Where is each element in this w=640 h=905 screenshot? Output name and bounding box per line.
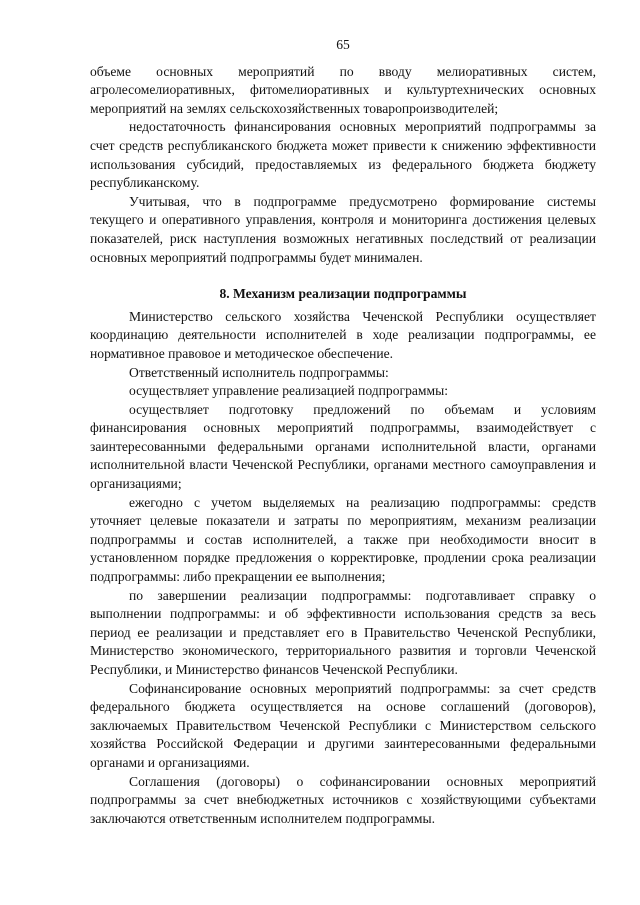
paragraph-completion-report: по завершении реализации подпрограммы: подготавливает справку о выполнении подпрограммы: и об эффективности использования средств за весь период ее реализации и представляет его в Правительство Чеченской Республики, Министерство экономического, территориального развития и торговли Чеченской Республики, и Министерство финансов Чеченской Республики. [90,587,596,677]
document-page [90,36,596,828]
paragraph-cofinancing-extrabudgetary: Соглашения (договоры) о софинансировании основных мероприятий подпрограммы за счет внебюджетных источников с хозяйствующими субъектами заключаются ответственным исполнителем подпрограммы. [90,773,596,826]
paragraph-cofinancing-federal: Софинансирование основных мероприятий подпрограммы: за счет средств федерального бюджета осуществляется на основе соглашений (договоров), заключаемых Правительством Чеченской Республики с Министерством сельского хозяйства Российской Федерации и другими заинтересованными федеральными органами и организациями. [90,680,596,770]
page-number: 65 [336,37,350,52]
paragraph-ministry-coordination: Министерство сельского хозяйства Чеченской Республики осуществляет координацию деятельности исполнителей в ходе реализации подпрограммы, ее нормативное правовое и методическое обеспечение. [90,308,596,361]
paragraph-management: осуществляет управление реализацией подпрограммы: [129,383,449,399]
paragraph-risk-conclusion: Учитывая, что в подпрограмме предусмотрено формирование системы текущего и оперативного управления, контроля и мониторинга достижения целевых показателей, риск наступления возможных негативных последствий от реализации основных мероприятий подпрограммы будет минимален. [90,193,596,265]
section-heading: 8. Механизм реализации подпрограммы [219,286,467,302]
paragraph-financing-risk: недостаточность финансирования основных мероприятий подпрограммы за счет средств республиканского бюджета может привести к снижению эффективности использования субсидий, предоставляемых из федерального бюджета бюджету республиканскому. [90,119,596,191]
paragraph-annual-update: ежегодно с учетом выделяемых на реализацию подпрограммы: средств уточняет целевые показатели и затраты по мероприятиям, механизм реализации подпрограммы и состав исполнителей, а также при необходимости вносит в установленном порядке предложения о корректировке, продлении срока реализации подпрограммы: либо прекращении ее выполнения; [90,494,596,585]
paragraph-responsible-executor: Ответственный исполнитель подпрограммы: [129,364,389,380]
paragraph-continuation: объеме основных мероприятий по вводу мелиоративных систем, агролесомелиоративных, фитомелиоративных и культуртехнических основных мероприятий на землях сельскохозяйственных товаропроизводителей; [90,63,596,116]
paragraph-proposals: осуществляет подготовку предложений по объемам и условиям финансирования основных мероприятий подпрограммы, взаимодействует с заинтересованными федеральными органами исполнительной власти, органами исполнительной власти Чеченской Республики, органами местного самоуправления и организациями; [90,401,596,492]
